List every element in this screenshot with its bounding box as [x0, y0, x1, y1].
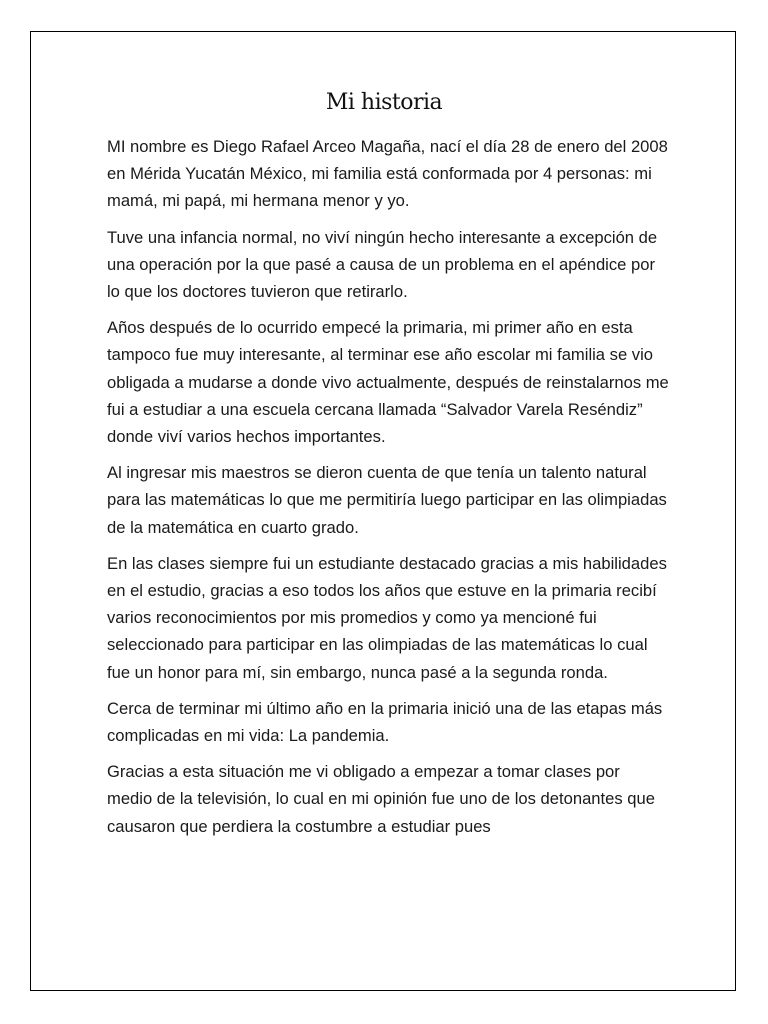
paragraph-2: Tuve una infancia normal, no viví ningún hecho interesante a excepción de una operación por la que pasé a causa de un problema en el apéndice por lo que los doctores tuvieron que retirarlo.	[107, 227, 658, 302]
paragraph-7: Gracias a esta situación me vi obligado a empezar a tomar clases por medio de la televisión, lo cual en mi opinión fue uno de los detonantes que causaron que perdiera la costumbre a estudiar pues	[107, 762, 655, 836]
paragraph-4: Al ingresar mis maestros se dieron cuenta de que tenía un talento natural para las matemáticas lo que me permitiría luego participar en las olimpiadas de la matemática en cuarto grado.	[107, 463, 667, 537]
document-page	[30, 31, 736, 991]
document-body	[107, 133, 669, 849]
paragraph-3: Años después de lo ocurrido empecé la primaria, mi primer año en esta tampoco fue muy interesante, al terminar ese año escolar mi familia se vio obligada a mudarse a donde vivo actualmente, después de reinstalarnos me fui a estudiar a una escuela cercana llamada “Salvador Varela Reséndiz” donde viví varios hechos importantes.	[107, 318, 669, 447]
paragraph-5: En las clases siempre fui un estudiante destacado gracias a mis habilidades en el estudio, gracias a eso todos los años que estuve en la primaria recibí varios reconocimientos por mis promedios y como ya mencioné fui seleccionado para participar en las olimpiadas de las matemáticas lo cual fue un honor para mí, sin embargo, nunca pasé a la segunda ronda.	[107, 553, 667, 682]
paragraph-6: Cerca de terminar mi último año en la primaria inició una de las etapas más complicadas en mi vida: La pandemia.	[107, 698, 663, 746]
document-title: Mi historia	[325, 90, 443, 115]
paragraph-1: MI nombre es Diego Rafael Arceo Magaña, nací el día 28 de enero del 2008 en Mérida Yucatán México, mi familia está conformada por 4 personas: mi mamá, mi papá, mi hermana menor y yo.	[107, 137, 668, 211]
